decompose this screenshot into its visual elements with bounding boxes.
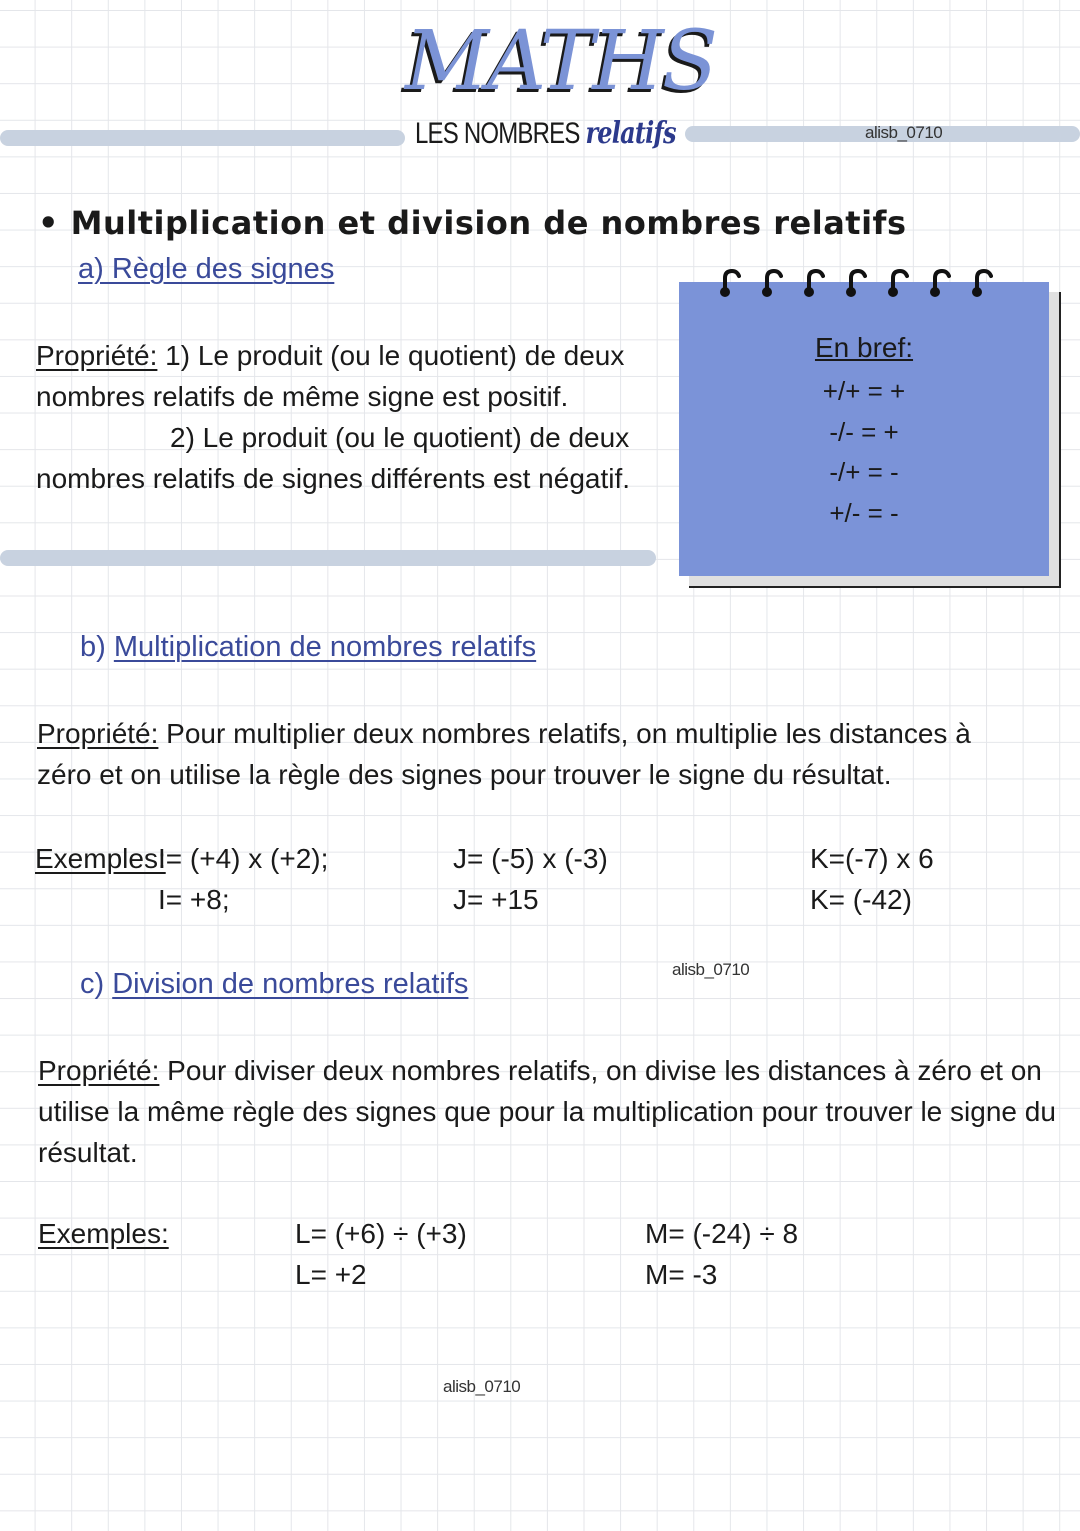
subtitle-accent: relatifs xyxy=(585,116,676,151)
main-heading: • Multiplication et division de nombres relatifs xyxy=(38,204,907,242)
spiral-ring-icon xyxy=(887,268,909,298)
watermark: alisb_0710 xyxy=(672,960,750,979)
section-c-property: Propriété: Pour diviser deux nombres relatifs, on divise les distances à zéro et on utilise la même règle des signes que pour la multiplication pour trouver le signe du résultat. xyxy=(38,1055,1056,1168)
example-l: L= (+6) ÷ (+3) L= +2 xyxy=(295,1218,467,1290)
divider-bar xyxy=(0,550,656,566)
spiral-ring-icon xyxy=(719,268,741,298)
section-b-property: Propriété: Pour multiplier deux nombres relatifs, on multiplie les distances à zéro et on utilise la règle des signes pour trouver le signe du résultat. xyxy=(37,718,971,790)
example-i: I= (+4) x (+2); I= +8; xyxy=(158,843,329,915)
rule: -/+ = - xyxy=(829,457,899,487)
example-k: K=(-7) x 6 K= (-42) xyxy=(810,843,934,915)
rule: +/+ = + xyxy=(822,376,906,406)
examples-label: Exemples: xyxy=(35,843,166,874)
page-title: MATHS xyxy=(405,14,717,109)
section-b-title: b) Multiplication de nombres relatifs xyxy=(80,631,537,663)
spiral-ring-icon xyxy=(845,268,867,298)
subtitle-main: LES NOMBRES xyxy=(415,117,580,150)
rule: +/- = - xyxy=(829,498,899,528)
spiral-ring-icon xyxy=(761,268,783,298)
section-a-title: a) Règle des signes xyxy=(78,253,335,285)
notepad-title: En bref: xyxy=(814,332,914,363)
example-j: J= (-5) x (-3) J= +15 xyxy=(453,843,608,915)
section-a-property: Propriété: 1) Le produit (ou le quotient) de deux nombres relatifs de même signe est positif. 2) Le produit (ou le quotient) de deux nombres relatifs de signes différents est négatif. xyxy=(36,340,631,494)
examples-label: Exemples: xyxy=(38,1218,169,1249)
spiral-ring-icon xyxy=(929,268,951,298)
page-subtitle xyxy=(415,116,676,151)
notepad-summary xyxy=(679,282,1049,576)
rule: -/- = + xyxy=(829,417,899,447)
example-m: M= (-24) ÷ 8 M= -3 xyxy=(645,1218,799,1290)
spiral-ring-icon xyxy=(971,268,993,298)
section-c-title: c) Division de nombres relatifs xyxy=(80,968,469,1000)
spiral-ring-icon xyxy=(803,268,825,298)
property-label: Propriété: xyxy=(36,340,158,371)
watermark: alisb_0710 xyxy=(865,123,943,142)
header-bar-left xyxy=(0,130,405,146)
watermark: alisb_0710 xyxy=(443,1377,521,1396)
